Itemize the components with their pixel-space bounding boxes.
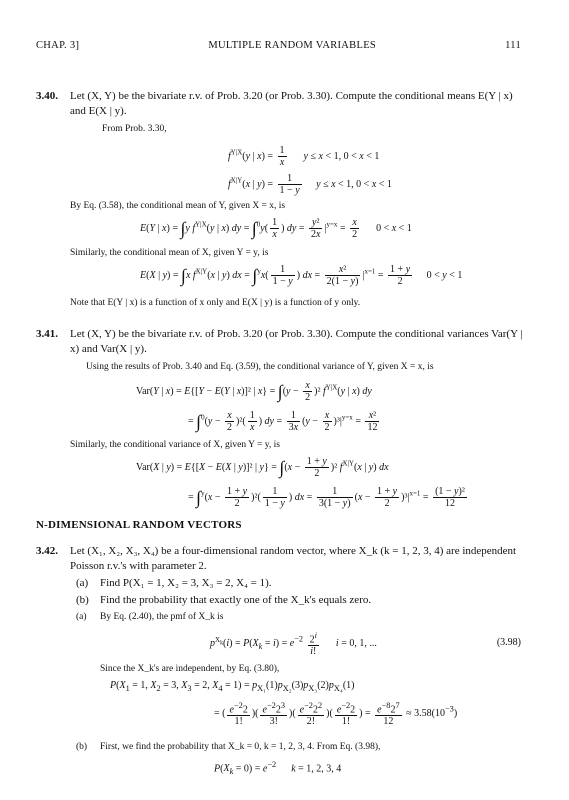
problem-3-40-from: From Prob. 3.30, xyxy=(102,124,167,134)
part-a-question: Find P(X₁ = 1, X₂ = 3, X₃ = 2, X₄ = 1). xyxy=(100,577,272,589)
eq-joint-prob-line2: = ( $\frac{e^{-2}2}{1!}$ )( $\frac{e^{-2}2^3}{3!}$ )( $\frac{e^{-2}2^2}{2!}$ )( $\frac{e^{-2}2}{1!}$ ) = $\frac{e^{-8}2^7}{12}$ ≈ $3.58(10^{-3})$ xyxy=(214,701,458,728)
solution-b-label: (b) xyxy=(76,742,88,752)
solution-a-label: (a) xyxy=(76,612,87,622)
problem-number-3-40: 3.40. xyxy=(36,90,58,102)
independence-text: Since the X_k's are independent, by Eq. (3.80), xyxy=(100,664,280,674)
part-b-label: (b) xyxy=(76,594,89,606)
eq-var-x-line1: Var(X | y) = E{[X − E(X | y)]² | y} = ∫(x − $\frac{1 + y}{2}$ )² $f^{X|Y}(x$ | y) dx xyxy=(136,456,389,479)
chapter-label: CHAP. 3] xyxy=(36,40,80,51)
solution-b-text: First, we find the probability that X_k = 0, k = 1, 2, 3, 4. From Eq. (3.98), xyxy=(100,742,381,752)
problem-3-40-statement: Let (X, Y) be the bivariate r.v. of Prob. 3.20 (or Prob. 3.30). Compute the conditional means E(Y | x) and E(X | y). xyxy=(70,90,513,117)
eq-f-y-given-x: $f^{Y|X}(y$ | x) = $\frac{1}{x}$ y ≤ x < 1, 0 < x < 1 xyxy=(228,145,380,168)
eq-f-x-given-y: $f^{X|Y}(x$ | y) = $\frac{1}{1 - y}$ y ≤ x < 1, 0 < x < 1 xyxy=(228,173,392,196)
problem-3-42-statement: Let (X₁, X₂, X₃, X₄) be a four-dimensional random vector, where X_k (k = 1, 2, 3, 4) are independent Poisson r.v.'s with parameter 2. xyxy=(70,545,517,572)
eq-var-x-line2: = ∫$^y$(x − $\frac{1 + y}{2}$ )²( $\frac{1}{1 - y}$ ) dx = $\frac{1}{3(1 - y)}$ (x − $\frac{1 + y}{2}$ )$^3|^{x=1}$ = $\frac{\text{(1 − y)²}}{12}$ xyxy=(188,486,465,509)
eq-var-y-line2: = ∫$^0$(y − $\frac{x}{2}$ )²( $\frac{1}{x}$ ) dy = $\frac{1}{3x}$ (y − $\frac{x}{2}$ )$^3|^{y=x}$ = $\frac{\text{x²}}{12}$ xyxy=(188,410,378,433)
problem-number-3-42: 3.42. xyxy=(36,545,58,557)
eq-conditional-mean-y: E(Y | x) = ∫y $f^{Y|X}(y$ | x) dy = ∫$^0$y( $\frac{1}{x}$ ) dy = $\frac{\text{y²}}{2x}$ $|^{y=x}$ = $\frac{x}{2}$ 0 < x < 1 xyxy=(140,217,412,240)
problem-3-40-note: Note that E(Y | x) is a function of x only and E(X | y) is a function of y only. xyxy=(70,298,361,308)
problem-3-40-similarly: Similarly, the conditional mean of X, given Y = y, is xyxy=(70,248,269,258)
problem-3-41-similarly: Similarly, the conditional variance of X, given Y = y, is xyxy=(70,440,280,450)
part-b-question: Find the probability that exactly one of the X_k's equals zero. xyxy=(100,594,372,606)
eq-conditional-mean-x: E(X | y) = ∫x $f^{X|Y}(x$ | y) dx = ∫$^y$x( $\frac{1}{1 - y}$ ) dx = $\frac{\text{x²}}{2(1 - y)}$ $|^{x=1}$ = $\frac{1 + y}{2}$ 0 < y < 1 xyxy=(140,264,463,287)
running-header xyxy=(36,40,521,51)
eq-joint-prob-line1: $P(X_1 = 1$, $X_2 = 3$, $X_3 = 2$, $X_4 = 1) = p_{X_1}(1)p_{X_2}(3)p_{X_3}(2)p_{X_4}(1)$ xyxy=(110,680,355,693)
section-heading: N-DIMENSIONAL RANDOM VECTORS xyxy=(36,519,242,531)
problem-3-41-statement: Let (X, Y) be the bivariate r.v. of Prob. 3.20 (or Prob. 3.30). Compute the conditional variances Var(Y | x) and Var(X | y). xyxy=(70,328,523,355)
problem-3-41-using: Using the results of Prob. 3.40 and Eq. (3.59), the conditional variance of Y, given X = x, is xyxy=(86,362,434,372)
page-number: 111 xyxy=(505,40,521,51)
problem-3-40-by-eq: By Eq. (3.58), the conditional mean of Y, given X = x, is xyxy=(70,201,286,211)
running-title: MULTIPLE RANDOM VARIABLES xyxy=(208,40,377,51)
eq-prob-xk-zero: $P(X_k = 0) = e^{-2}$ k = 1, 2, 3, 4 xyxy=(214,760,342,777)
eq-poisson-pmf: $p^{X_k}(i) = P(X_k = i) = e^{-2}$ $\frac{2^i}{i!}$ i = 0, 1, ... xyxy=(210,631,377,658)
problem-number-3-41: 3.41. xyxy=(36,328,58,340)
solution-a-text: By Eq. (2.40), the pmf of X_k is xyxy=(100,612,224,622)
eq-var-y-line1: Var(Y | x) = E{[Y − E(Y | x)]² | x} = ∫(y − $\frac{x}{2}$ )² $f^{Y|X}(y$ | x) dy xyxy=(136,380,372,403)
equation-number-3-98: (3.98) xyxy=(496,637,521,648)
part-a-label: (a) xyxy=(76,577,89,589)
